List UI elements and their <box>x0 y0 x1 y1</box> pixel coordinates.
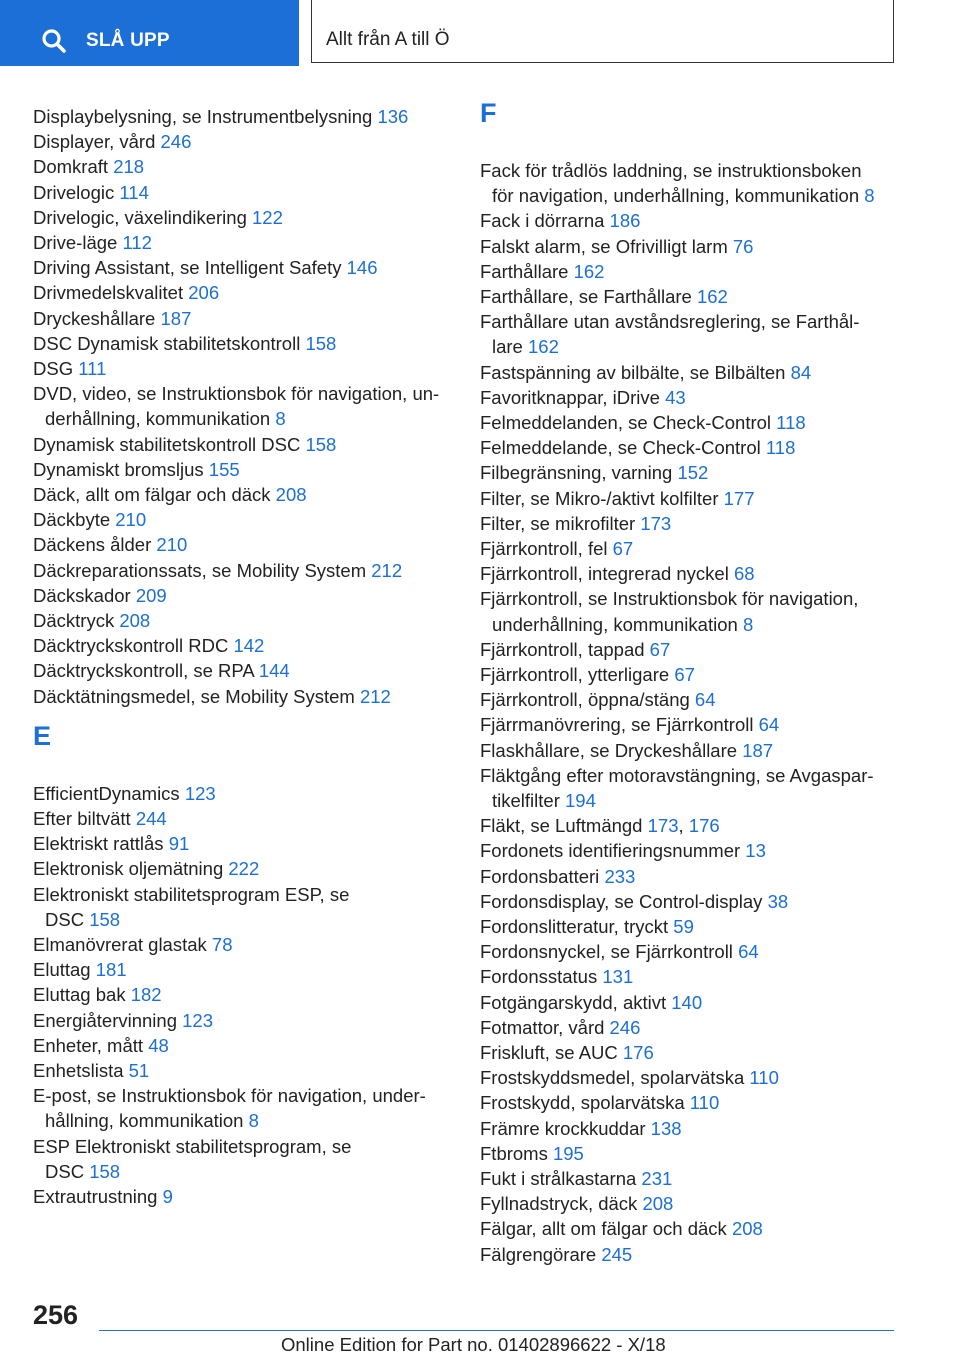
index-entry <box>33 959 127 981</box>
index-entry <box>480 236 753 258</box>
page-link[interactable]: 209 <box>135 584 167 606</box>
page-link[interactable]: 9 <box>162 1186 173 1207</box>
index-entry <box>45 408 286 430</box>
page-link[interactable]: 68 <box>733 563 755 585</box>
index-entry-text: DSG <box>33 358 79 379</box>
index-entry <box>480 1067 779 1089</box>
index-entry <box>33 358 106 380</box>
index-entry-text: Drive-läge <box>33 232 123 253</box>
page-link[interactable]: 110 <box>749 1067 779 1089</box>
page-link[interactable]: 176 <box>688 815 720 837</box>
index-entry <box>480 538 633 560</box>
index-entry-text: Fjärrmanövrering, se Fjärrkontroll <box>480 714 759 736</box>
index-entry-text: Fjärrkontroll, tappad <box>480 638 650 660</box>
page-link[interactable]: 67 <box>674 664 695 685</box>
page-link[interactable]: 194 <box>565 790 596 811</box>
index-entry <box>45 909 120 931</box>
page-link[interactable]: 43 <box>665 386 686 408</box>
index-entry-text: underhållning, kommunikation <box>492 613 743 635</box>
page-link[interactable]: 158 <box>305 332 337 354</box>
index-entry <box>45 1161 120 1183</box>
index-entry <box>33 635 264 657</box>
index-entry <box>45 1110 259 1132</box>
index-entry <box>480 588 858 610</box>
page-link[interactable]: 112 <box>122 232 152 253</box>
page-link[interactable]: 222 <box>228 858 260 880</box>
index-entry-text: Enheter, mått <box>33 1034 149 1056</box>
index-entry-text: Elektroniskt stabilitetsprogram ESP, se <box>33 883 350 905</box>
page-link[interactable]: 138 <box>650 1117 682 1139</box>
index-entry-text: E-post, se Instruktionsbok för navigation, under- <box>33 1085 426 1107</box>
page-link[interactable]: 118 <box>765 437 796 459</box>
index-entry-text: Drivmedelskvalitet <box>33 282 189 304</box>
index-entry-text: Fordonsnyckel, se Fjärrkontroll <box>480 941 739 963</box>
index-entry-text: Fack i dörrarna <box>480 210 610 232</box>
index-entry-text: Fordonsstatus <box>480 966 603 988</box>
page-link[interactable]: 136 <box>377 106 409 127</box>
page-link[interactable]: 78 <box>211 934 233 955</box>
page-link[interactable]: 114 <box>119 181 149 203</box>
index-entry-text: Däckens ålder <box>33 534 157 556</box>
page-link[interactable]: 91 <box>168 833 190 855</box>
index-entry-text: Domkraft <box>33 156 114 178</box>
index-entry <box>33 182 149 204</box>
page-number: 256 <box>33 1300 79 1330</box>
index-entry-text: Elektriskt rattlås <box>33 833 169 855</box>
page-link[interactable]: 146 <box>346 257 378 279</box>
index-entry <box>480 1092 719 1114</box>
page-link[interactable]: 162 <box>528 336 559 358</box>
index-entry <box>480 563 755 585</box>
page-link[interactable]: 8 <box>275 408 286 430</box>
page-link[interactable]: 152 <box>677 462 709 484</box>
index-entry <box>33 308 191 330</box>
index-entry <box>33 1035 169 1057</box>
index-entry <box>480 1244 632 1266</box>
page-link[interactable]: 210 <box>115 509 147 531</box>
index-entry <box>33 984 162 1006</box>
index-entry <box>33 610 150 632</box>
index-entry-text: Fotgängarskydd, aktivt <box>480 991 672 1013</box>
index-entry <box>33 1060 149 1082</box>
index-entry-text: Falskt alarm, se Ofrivilligt larm <box>480 235 733 257</box>
index-entry <box>33 884 349 906</box>
index-entry <box>480 387 686 409</box>
index-entry-text: Frostskyddsmedel, spolarvätska <box>480 1067 750 1089</box>
index-entry-text: Fyllnadstryck, däck <box>480 1193 643 1215</box>
index-entry <box>480 210 640 232</box>
index-entry-text: Däckbyte <box>33 509 116 531</box>
index-entry-text: Däcktätningsmedel, se Mobility System <box>33 685 360 707</box>
page-link[interactable]: 38 <box>767 890 789 912</box>
index-entry <box>33 858 259 880</box>
index-entry <box>33 383 439 405</box>
index-entry <box>480 286 728 308</box>
index-entry-text: Fastspänning av bilbälte, se Bilbälten <box>480 361 791 383</box>
index-entry <box>480 891 788 913</box>
footer-edition: Online Edition for Part no. 01402896622 - X/18 <box>281 1334 666 1355</box>
index-entry <box>492 614 753 636</box>
index-entry-text: Ftbroms <box>480 1142 553 1164</box>
page-link[interactable]: 48 <box>148 1034 169 1056</box>
page-link[interactable]: 110 <box>689 1092 720 1114</box>
page-link[interactable]: 208 <box>731 1218 763 1240</box>
page-link[interactable]: 8 <box>248 1110 259 1132</box>
page-link[interactable]: 173 <box>647 815 679 837</box>
index-entry-text: Fordonslitteratur, tryckt <box>480 916 674 937</box>
index-entry-text: för navigation, underhållning, kommunikation <box>492 185 865 207</box>
index-entry-text: Farthållare, se Farthållare <box>480 286 697 307</box>
page-link[interactable]: 208 <box>642 1193 674 1215</box>
page-link[interactable]: 64 <box>694 689 716 711</box>
index-entry-text: Fordonsdisplay, se Control-display <box>480 890 768 912</box>
index-entry <box>33 207 283 229</box>
page-link[interactable]: 140 <box>671 991 703 1013</box>
page-link[interactable]: 144 <box>258 660 290 682</box>
footer-divider <box>99 1330 894 1331</box>
index-entry <box>492 336 559 358</box>
page-link[interactable]: 8 <box>742 613 754 635</box>
index-entry <box>33 1085 426 1107</box>
index-entry <box>480 311 859 333</box>
index-entry <box>492 185 875 207</box>
index-entry-text: Extrautrustning <box>33 1186 163 1207</box>
index-entry <box>480 1168 672 1190</box>
index-entry-text: Fälgrengörare <box>480 1243 602 1265</box>
index-entry-text: Fjärrkontroll, integrerad nyckel <box>480 563 734 585</box>
index-entry <box>33 833 189 855</box>
index-entry-text: DVD, video, se Instruktionsbok för navigation, un- <box>33 383 440 405</box>
index-entry <box>480 1017 640 1039</box>
page-link[interactable]: 142 <box>233 635 265 657</box>
index-entry <box>33 106 408 128</box>
index-entry-text: Fälgar, allt om fälgar och däck <box>480 1218 732 1240</box>
index-entry-text: Frostskydd, spolarvätska <box>480 1092 690 1114</box>
index-entry <box>492 790 596 812</box>
index-entry <box>480 1042 654 1064</box>
index-entry <box>33 934 233 956</box>
page-link[interactable]: 208 <box>275 484 307 505</box>
index-entry <box>480 1193 673 1215</box>
index-entry <box>33 333 336 355</box>
index-entry-text: Flaskhållare, se Dryckeshållare <box>480 739 743 761</box>
index-entry <box>480 689 716 711</box>
index-entry-text: Elmanövrerat glastak <box>33 934 212 955</box>
page-link[interactable]: 176 <box>622 1042 654 1063</box>
index-entry-text: Filbegränsning, varning <box>480 462 678 484</box>
page-title: Allt från A till Ö <box>326 29 450 50</box>
index-entry <box>33 660 290 682</box>
index-entry-text: Fläkt, se Luftmängd <box>480 815 648 837</box>
page-link[interactable]: 118 <box>776 412 806 433</box>
search-button[interactable] <box>0 0 299 66</box>
page-link[interactable]: 233 <box>604 865 636 887</box>
index-entry-text: Däckskador <box>33 584 136 606</box>
index-entry-text: Dynamisk stabilitetskontroll DSC <box>33 433 306 455</box>
index-entry-text: hållning, kommunikation <box>45 1110 249 1132</box>
index-entry <box>33 434 336 456</box>
index-entry <box>33 257 378 279</box>
page-link[interactable]: 111 <box>78 358 107 379</box>
page-link[interactable]: 218 <box>113 156 145 178</box>
index-entry <box>33 484 307 506</box>
index-entry-text: Filter, se Mikro-/aktivt kolfilter <box>480 487 724 509</box>
index-entry-text: tikelfilter <box>492 790 565 811</box>
index-letter-heading: F <box>480 98 497 128</box>
page-link[interactable]: 67 <box>649 638 671 660</box>
index-entry <box>33 686 391 708</box>
index-entry-text: Favoritknappar, iDrive <box>480 386 666 408</box>
index-entry-text: Drivelogic, växelindikering <box>33 206 253 228</box>
page-link[interactable]: 245 <box>601 1243 633 1265</box>
index-entry <box>33 1136 351 1158</box>
index-entry-text: Dynamiskt bromsljus <box>33 458 209 480</box>
index-entry-text: Eluttag <box>33 959 96 981</box>
index-entry-text: Elektronisk oljemätning <box>33 858 229 880</box>
index-entry-text: Fjärrkontroll, fel <box>480 538 613 559</box>
page-link[interactable]: 244 <box>135 808 167 829</box>
index-entry-text: lare <box>492 336 528 358</box>
page-link[interactable]: 206 <box>188 282 220 304</box>
page-link[interactable]: 212 <box>371 559 403 581</box>
page-link[interactable]: 123 <box>182 1009 213 1031</box>
index-entry-text: EfficientDynamics <box>33 782 185 804</box>
index-entry-text: Fotmattor, vård <box>480 1016 610 1038</box>
index-entry-text: Efter biltvätt <box>33 808 136 829</box>
index-entry-text: Felmeddelanden, se Check-Control <box>480 412 777 433</box>
index-entry <box>33 509 146 531</box>
index-letter-heading: E <box>33 720 52 751</box>
page-link[interactable]: 51 <box>128 1060 150 1081</box>
index-entry-text: Fjärrkontroll, ytterligare <box>480 664 675 685</box>
index-entry-text: Däcktryckskontroll, se RPA <box>33 660 259 682</box>
page-link[interactable]: 64 <box>758 714 780 736</box>
index-entry-text: DSC <box>45 908 90 930</box>
index-entry <box>480 664 695 686</box>
index-entry <box>480 639 670 661</box>
page-link[interactable]: 8 <box>864 185 875 207</box>
page-link[interactable]: 158 <box>89 1160 121 1182</box>
index-entry-text: Fordonsbatteri <box>480 865 605 887</box>
index-entry-text: Farthållare <box>480 260 574 282</box>
page-link[interactable]: 67 <box>612 538 634 559</box>
page-link[interactable]: 246 <box>609 1016 641 1038</box>
index-entry-text: Däcktryck <box>33 610 120 631</box>
index-entry <box>33 459 240 481</box>
page-link[interactable]: 13 <box>745 840 766 862</box>
index-entry-text: Filter, se mikrofilter <box>480 512 641 534</box>
header <box>0 0 960 66</box>
page-link[interactable]: 173 <box>640 512 672 534</box>
page-link[interactable]: 158 <box>305 433 337 455</box>
index-entry-text: Displayer, vård <box>33 131 161 153</box>
index-entry-text: Enhetslista <box>33 1060 129 1081</box>
page-link[interactable]: 195 <box>552 1142 584 1164</box>
page-link[interactable]: 208 <box>119 610 151 631</box>
page-link[interactable]: 123 <box>184 782 216 804</box>
index-entry <box>480 916 694 938</box>
index-entry <box>480 966 633 988</box>
index-entry <box>480 714 779 736</box>
index-entry-text: Felmeddelande, se Check-Control <box>480 437 766 459</box>
index-entry <box>480 1218 763 1240</box>
page-link[interactable]: 131 <box>602 966 634 988</box>
index-entry-text: Friskluft, se AUC <box>480 1042 623 1063</box>
index-entry <box>33 534 187 556</box>
page-link[interactable]: 231 <box>641 1168 673 1189</box>
index-entry <box>33 783 216 805</box>
search-icon <box>41 28 67 54</box>
index-entry-text: Driving Assistant, se Intelligent Safety <box>33 257 347 279</box>
index-entry <box>33 560 402 582</box>
index-entry-text: Drivelogic <box>33 181 120 203</box>
index-entry-text: Fack för trådlös laddning, se instruktionsboken <box>480 160 862 181</box>
page-link[interactable]: 158 <box>89 908 121 930</box>
index-entry <box>480 866 635 888</box>
index-entry-text: ESP Elektroniskt stabilitetsprogram, se <box>33 1135 352 1157</box>
index-entry <box>33 131 191 153</box>
index-entry <box>480 513 671 535</box>
index-entry <box>480 362 811 384</box>
page-link[interactable]: 64 <box>738 941 759 963</box>
page-link[interactable]: 122 <box>252 206 283 228</box>
index-entry-text: DSC <box>45 1160 90 1182</box>
page-link[interactable]: 181 <box>95 959 127 981</box>
index-entry-text: derhållning, kommunikation <box>45 408 276 430</box>
index-entry <box>33 808 167 830</box>
index-entry <box>33 156 144 178</box>
index-entry <box>480 412 806 434</box>
index-entry-text: Farthållare utan avståndsreglering, se Farthål- <box>480 311 860 333</box>
page-link[interactable]: 212 <box>359 685 391 707</box>
page-link[interactable]: 76 <box>732 235 754 257</box>
index-entry-text: Fjärrkontroll, öppna/stäng <box>480 689 695 711</box>
page-link[interactable]: 186 <box>609 210 641 232</box>
index-entry <box>33 1010 213 1032</box>
index-entry <box>480 765 874 787</box>
index-entry-text: DSC Dynamisk stabilitetskontroll <box>33 332 306 354</box>
index-entry <box>33 282 219 304</box>
index-entry <box>480 941 759 963</box>
index-entry-text: Energiåtervinning <box>33 1009 183 1031</box>
page-link[interactable]: 187 <box>160 307 192 329</box>
index-entry <box>480 840 766 862</box>
index-entry <box>480 740 773 762</box>
index-entry-text: Eluttag bak <box>33 984 131 1006</box>
index-entry <box>480 992 702 1014</box>
index-entry-text: Dryckeshållare <box>33 307 161 329</box>
index-entry <box>480 160 862 182</box>
index-entry <box>33 232 152 254</box>
index-entry <box>480 1118 682 1140</box>
index-entry <box>480 261 604 283</box>
index-entry-text: Däck, allt om fälgar och däck <box>33 484 276 505</box>
index-entry <box>480 1143 584 1165</box>
index-entry <box>480 488 755 510</box>
page-link[interactable]: 155 <box>208 458 240 480</box>
index-entry-text: Däcktryckskontroll RDC <box>33 635 234 657</box>
index-entry-text: Däckreparationssats, se Mobility System <box>33 559 372 581</box>
page-link[interactable]: 162 <box>696 286 728 307</box>
index-entry <box>33 1186 173 1208</box>
page-link[interactable]: 246 <box>160 131 192 153</box>
index-entry-text: Fjärrkontroll, se Instruktionsbok för navigation, <box>480 588 859 610</box>
index-entry-text: Fordonets identifieringsnummer <box>480 840 746 862</box>
index-entry-text: Fukt i strålkastarna <box>480 1168 642 1189</box>
page-link[interactable]: 177 <box>723 487 755 509</box>
search-label: SLÅ UPP <box>86 30 170 51</box>
index-entry-text: Fläktgång efter motoravstängning, se Avgaspar- <box>480 764 874 786</box>
title-box <box>311 0 894 63</box>
index-entry <box>33 585 167 607</box>
index-entry <box>480 462 708 484</box>
page-link[interactable]: 210 <box>156 534 188 556</box>
index-entry: Fläkt, se Luftmängd 173, 176 <box>480 815 720 837</box>
index-entry <box>480 437 795 459</box>
page-link[interactable]: 187 <box>742 739 774 761</box>
page-link[interactable]: 162 <box>573 260 605 282</box>
page-link[interactable]: 84 <box>790 361 812 383</box>
index-entry-text: Displaybelysning, se Instrumentbelysning <box>33 106 378 127</box>
index-entry-text: Främre krockkuddar <box>480 1117 651 1139</box>
page-link[interactable]: 59 <box>673 916 694 937</box>
page-link[interactable]: 182 <box>130 984 162 1006</box>
